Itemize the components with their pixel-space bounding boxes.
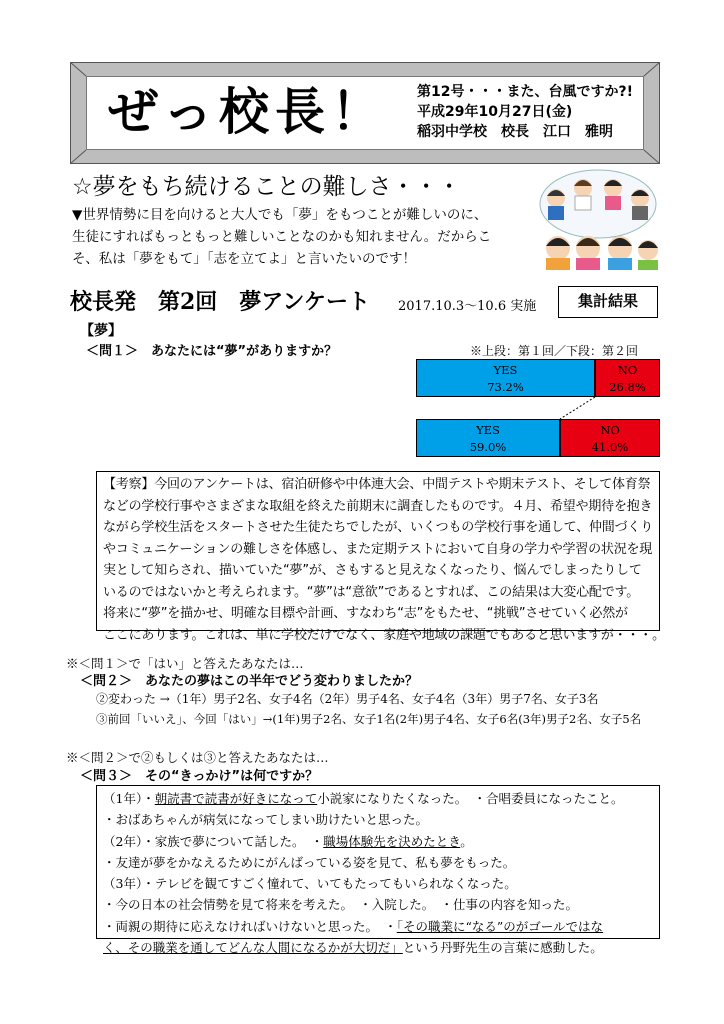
results-badge: 集計結果 [558,286,658,318]
reason-row [103,937,653,958]
consideration-line: 【考察】今回のアンケートは、宿泊研修や中体連大会、中間テストや期末テスト、そして体育祭 [103,477,651,492]
bar-round1-no [595,359,660,397]
reason-row: ・友達が夢をかなえるためにがんばっている姿を見て、私も夢をもった。 [103,854,516,870]
bar-value-yes-2: 59.0% [469,440,507,454]
reason-row: （3年）・テレビを観てすごく憧れて、いてもたってもいられなくなった。 [103,876,517,892]
reason-text: ・両親の期待に応えなければいけないと思った。 ・ [103,918,397,934]
bar-label-no-1: NO [617,363,638,377]
survey-title: 校長発 第2回 夢アンケート [70,289,370,315]
category-label: 【夢】 [80,323,122,339]
question-2-answer-1: ②変わった →（1年）男子2名、女子4名（2年）男子4名、女子4名（3年）男子7名、女子3名 [96,692,599,706]
question-2: ＜問２＞ あなたの夢はこの半年でどう変わりましたか？ [80,674,419,689]
survey-date: 2017.10.3～10.6 実施 [398,299,537,314]
intro-line-1: ▼世界情勢に目を向けると大人でも「夢」をもつことが難しいのに、 [72,207,488,223]
consideration-line: 将来に“夢”を描かせ、明確な目標や計画、すなわち“志”をもたせ、“挑戦”させていく必然が [103,606,628,621]
bar-label-yes-2: YES [476,423,500,437]
issue-date: 平成29年10月27日(金) [417,104,573,120]
reason-text: （2年）・家族で夢について話した。 ・ [103,833,324,849]
chart-note: ※上段：第１回／下段：第２回 [470,344,639,358]
reason-quote-part2: く、その職業を通してどんな人間になるかが大切だ」 [103,940,403,956]
bar-label-no-2: NO [600,423,620,437]
issue-number: 第12号・・・また、台風ですか?! [417,84,633,100]
bar-value-no-2: 41.0% [591,440,629,454]
bar-connector-line [416,397,660,419]
intro-line-3: そ、私は「夢をもて」「志を立てよ」と言いたいのです！ [72,251,416,267]
consideration-line: やコミュニケーションの難しさを体感し、また定期テストにおいて自身の学力や学習の状況を現 [103,541,653,557]
consideration-line: 実として知らされ、描いていた“夢”が、さもすると見えなくなったり、悩んでしまったりして [103,563,642,578]
bar-label-yes-1: YES [493,363,518,377]
reason-text: という丹野先生の言葉に感動した。 [402,940,603,956]
reason-text: 。 [460,833,473,849]
question-2-answer-2: ③前回「いいえ」、今回「はい」→(1年)男子2名、女子1名(2年)男子4名、女子6名(3年)男子2名、女子5名 [96,712,642,726]
reason-row [103,788,653,809]
bar-value-no-1: 26.8% [609,380,646,394]
consideration-box [96,471,665,643]
bar-round1-yes [416,359,595,397]
yes-no-chart [416,359,660,459]
headline: ☆夢をもち続けることの難しさ・・・ [72,174,461,200]
reason-text: 小説家になりたくなった。 ・合唱委員になったこと。 [317,791,624,806]
reason-row: ・おばあちゃんが病気になってしまい助けたいと思った。 [103,812,429,828]
question-3-lead: ※＜問２＞で②もしくは③と答えたあなたは… [66,750,329,765]
reason-underlined: 朝読書で読書が好きになって [154,791,318,806]
consideration-line: いるのではないかと考えられます。“夢”は“意欲”であるとすれば、この結果は大変心配です。 [103,584,640,600]
newsletter-title: ぜっ校長！ [108,82,387,141]
reason-underlined: 職場体験先を決めたとき [323,833,461,849]
reasons-box [96,785,660,956]
author: 稲羽中学校 校長 江口 雅明 [417,124,613,140]
question-3: ＜問３＞ その“きっかけ”は何ですか？ [80,769,319,784]
consideration-line: などの学校行事やさまざまな取組を終えた前期末に調査したものです。４月、希望や期待を抱き [103,498,653,514]
bar-round2-no [560,419,660,457]
question-2-lead: ※＜問１＞で「はい」と答えたあなたは… [66,656,304,671]
bar-round2-yes [416,419,560,457]
consideration-line: ここにあります。これは、単に学校だけでなく、家庭や地域の課題でもあると思いますが・・・。 [103,627,665,643]
reason-text: （1年）・ [103,791,155,806]
children-dreams-icon [538,168,658,270]
reason-row [103,916,653,937]
intro-line-2: 生徒にすればもっともっと難しいことなのかも知れません。だからこ [72,229,492,245]
reason-row [103,831,653,852]
bar-value-yes-1: 73.2% [487,380,524,394]
consideration-line: ながら学校生活をスタートさせた生徒たちでしたが、いくつもの学校行事を通して、仲間づくり [103,520,654,535]
reason-quote-part1: 「その職業に“なる”のがゴールではな [396,918,604,934]
reason-row: ・今の日本の社会情勢を見て将来を考えた。 ・入院した。 ・仕事の内容を知った。 [103,897,579,913]
question-1: ＜問１＞ あなたには“夢”がありますか？ [86,344,338,359]
